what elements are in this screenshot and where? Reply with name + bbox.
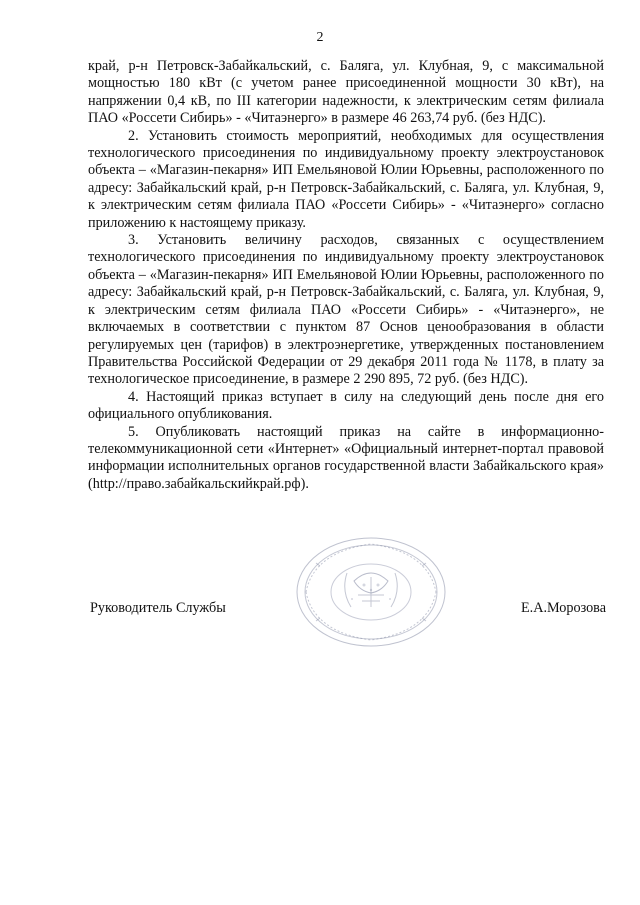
paragraph-item-3: 3. Установить величину расходов, связанных с осуществлением технологического присоединения по индивидуальному проекту электроустановок объекта – «Магазин-пекарня» ИП Емельяновой Юлии Юрьевны, расположенного по адресу: Забайкальский край, р-н Петровск-Забайкальский, с. Баляга, ул. Клубная, 9, к электрическим сетям филиала ПАО «Россети Сибирь» - «Читаэнерго», не включаемых в соответствии с пунктом 87 Основ ценообразования в области регулируемых цен (тарифов) в электроэнергетике, утвержденных постановлением Правительства Российской Федерации от 29 декабря 2011 года № 1178, в плату за технологическое присоединение, в размере 2 290 895, 72 руб. (без НДС). <box>88 232 604 388</box>
official-seal-stamp <box>292 533 450 651</box>
paragraph-continuation: край, р-н Петровск-Забайкальский, с. Баляга, ул. Клубная, 9, с максимальной мощностью 180 кВт (с учетом ранее присоединенной мощности 30 кВт), на напряжении 0,4 кВ, по III категории надежности, к электрическим сетям филиала ПАО «Россети Сибирь» - «Читаэнерго» в размере 46 263,74 руб. (без НДС). <box>88 58 604 127</box>
paragraph-item-5: 5. Опубликовать настоящий приказ на сайте в информационно-телекоммуникационной сети «Интернет» «Официальный интернет-портал правовой информации исполнительных органов государственной власти Забайкальского края» (http://право.забайкальскийкрай.рф). <box>88 423 604 492</box>
page-number: 2 <box>316 30 324 45</box>
paragraph-item-4: 4. Настоящий приказ вступает в силу на следующий день после дня его официального опубликования. <box>88 388 604 423</box>
document-body <box>88 58 604 493</box>
signature-position: Руководитель Службы <box>90 600 226 616</box>
paragraph-item-2: 2. Установить стоимость мероприятий, необходимых для осуществления технологического присоединения по индивидуальному проекту электроустановок объекта – «Магазин-пекарня» ИП Емельяновой Юлии Юрьевны, расположенного по адресу: Забайкальский край, р-н Петровск-Забайкальский, с. Баляга, ул. Клубная, 9, к электрическим сетям филиала ПАО «Россети Сибирь» - «Читаэнерго» согласно приложению к настоящему приказу. <box>88 127 604 231</box>
signature-name: Е.А.Морозова <box>521 600 606 616</box>
